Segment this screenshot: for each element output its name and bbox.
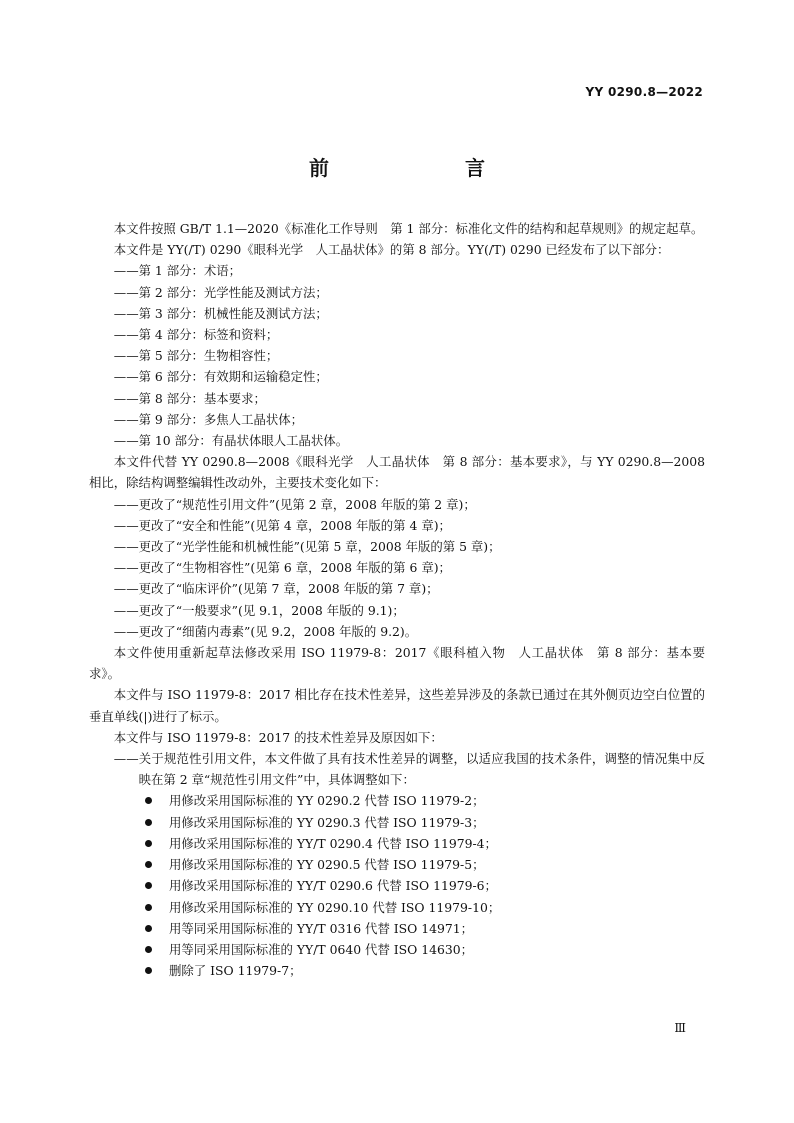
bullet-item: 用修改采用国际标准的 YY 0290.2 代替 ISO 11979-2； bbox=[89, 790, 705, 811]
bullet-dot-icon bbox=[145, 946, 152, 953]
bullet-item: 删除了 ISO 11979-7； bbox=[89, 960, 705, 981]
paragraph-adoption: 本文件使用重新起草法修改采用 ISO 11979-8：2017《眼科植入物 人工晶状体 第 8 部分：基本要求》。 bbox=[89, 645, 705, 682]
list-item-part: ——第 1 部分：术语； bbox=[113, 263, 242, 279]
page-number: Ⅲ bbox=[674, 1021, 686, 1035]
bullet-item: 用修改采用国际标准的 YY 0290.10 代替 ISO 11979-10； bbox=[89, 897, 705, 918]
list-item-normative-references: ——关于规范性引用文件，本文件做了具有技术性差异的调整，以适应我国的技术条件，调整的情况集中反映在第 2 章“规范性引用文件”中，具体调整如下： bbox=[113, 751, 705, 788]
paragraph-differences-intro: 本文件与 ISO 11979-8：2017 的技术性差异及原因如下： bbox=[113, 729, 443, 745]
list-item-change: ——更改了“细菌内毒素”(见 9.2，2008 年版的 9.2)。 bbox=[113, 623, 418, 639]
list-item-change: ——更改了“生物相容性”(见第 6 章，2008 年版的第 6 章)； bbox=[113, 560, 451, 576]
list-item-part: ——第 8 部分：基本要求； bbox=[113, 390, 266, 406]
page-title: 前 言 bbox=[309, 156, 517, 180]
list-item-part: ——第 5 部分：生物相容性； bbox=[113, 348, 279, 364]
bullet-item: 用修改采用国际标准的 YY 0290.5 代替 ISO 11979-5； bbox=[89, 854, 705, 875]
list-item-change: ——更改了“临床评价”(见第 7 章，2008 年版的第 7 章)； bbox=[113, 581, 439, 597]
paragraph-differences-marking: 本文件与 ISO 11979-8：2017 相比存在技术性差异，这些差异涉及的条款已通过在其外侧页边空白位置的垂直单线(|)进行了标示。 bbox=[89, 687, 705, 724]
list-item-change: ——更改了“光学性能和机械性能”(见第 5 章，2008 年版的第 5 章)； bbox=[113, 539, 501, 555]
bullet-item: 用修改采用国际标准的 YY/T 0290.6 代替 ISO 11979-6； bbox=[89, 875, 705, 896]
paragraph-replaces: 本文件代替 YY 0290.8—2008《眼科光学 人工晶状体 第 8 部分：基本要求》，与 YY 0290.8—2008 相比，除结构调整编辑性改动外，主要技术变化如下： bbox=[89, 454, 705, 491]
bullet-item: 用修改采用国际标准的 YY/T 0290.4 代替 ISO 11979-4； bbox=[89, 833, 705, 854]
bullet-dot-icon bbox=[145, 904, 152, 911]
list-item-change: ——更改了“一般要求”(见 9.1，2008 年版的 9.1)； bbox=[113, 602, 405, 618]
list-item-change: ——更改了“规范性引用文件”(见第 2 章，2008 年版的第 2 章)； bbox=[113, 496, 476, 512]
list-item-part: ——第 4 部分：标签和资料； bbox=[113, 327, 279, 343]
bullet-item: 用修改采用国际标准的 YY 0290.3 代替 ISO 11979-3； bbox=[89, 812, 705, 833]
bullet-item: 用等同采用国际标准的 YY/T 0640 代替 ISO 14630； bbox=[89, 939, 705, 960]
list-item-part: ——第 3 部分：机械性能及测试方法； bbox=[113, 305, 328, 321]
paragraph-drafting-rules: 本文件按照 GB/T 1.1—2020《标准化工作导则 第 1 部分：标准化文件的结构和起草规则》的规定起草。 bbox=[113, 221, 704, 236]
list-item-change: ——更改了“安全和性能”(见第 4 章，2008 年版的第 4 章)； bbox=[113, 517, 451, 533]
bullet-item: 用等同采用国际标准的 YY/T 0316 代替 ISO 14971； bbox=[89, 918, 705, 939]
document-code: YY 0290.8—2022 bbox=[585, 85, 703, 99]
list-item-part: ——第 9 部分：多焦人工晶状体； bbox=[113, 411, 304, 427]
list-item-part: ——第 2 部分：光学性能及测试方法； bbox=[113, 284, 328, 300]
list-item-part: ——第 6 部分：有效期和运输稳定性； bbox=[113, 369, 328, 385]
foreword-body bbox=[89, 218, 705, 981]
bullet-dot-icon bbox=[145, 925, 152, 932]
paragraph-series-intro: 本文件是 YY(/T) 0290《眼科光学 人工晶状体》的第 8 部分。YY(/T) 0290 已经发布了以下部分： bbox=[113, 242, 670, 258]
bullet-dot-icon bbox=[145, 840, 152, 847]
bullet-dot-icon bbox=[145, 819, 152, 826]
list-item-part: ——第 10 部分：有晶状体眼人工晶状体。 bbox=[113, 433, 349, 449]
